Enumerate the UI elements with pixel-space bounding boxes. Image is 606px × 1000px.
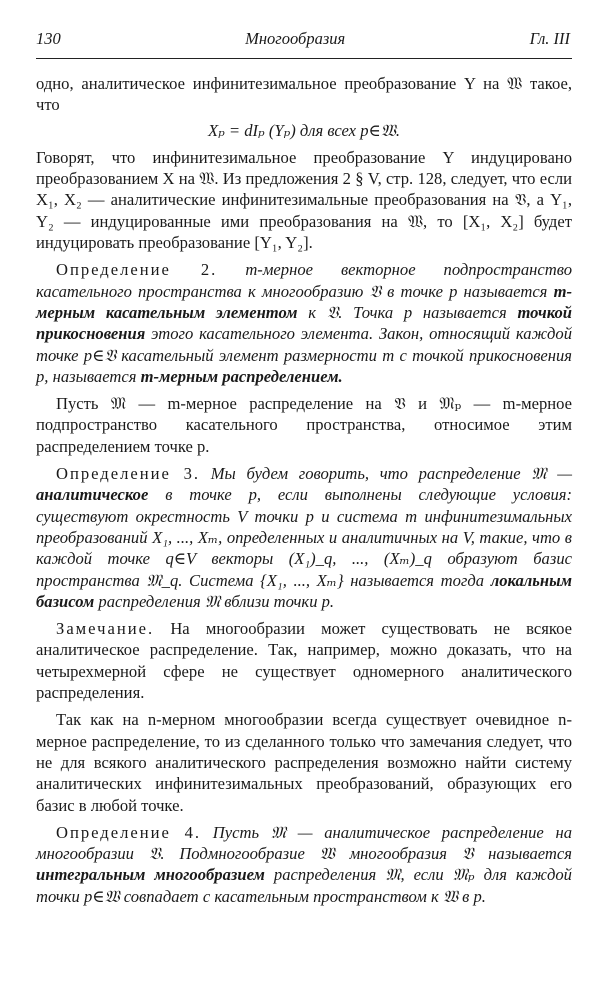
formula-induced-transformation: Xₚ = dIₚ (Yₚ) для всех p∈𝔚. [207, 120, 401, 140]
definition-3-text-3: распределения 𝔐 вблизи точки p. [98, 591, 335, 611]
chapter-label: Гл. III [529, 29, 570, 48]
page-header [36, 28, 572, 59]
page-number: 130 [36, 29, 61, 48]
paragraph-continuation: одно, аналитическое инфинитезимальное преобразование Y на 𝔚 такое, что [36, 74, 572, 115]
running-title: Многообразия [245, 29, 346, 48]
remark-text: На многообразии может существовать не всякое аналитическое распределение. Так, например, можно доказать, что на четырехмерной сфере не существует одномерного аналитического распределения. [36, 619, 572, 703]
book-page [36, 28, 572, 907]
definition-2-label: Определение 2. [56, 260, 218, 280]
term-local-basis: локальным базисом [36, 570, 572, 611]
definition-2-text-2: к 𝔙. Точка p называется [308, 302, 507, 322]
term-integral-manifold: интегральным многообразием [36, 865, 265, 885]
definition-2 [36, 259, 572, 387]
paragraph-n-dim: Так как на n-мерном многообразии всегда существует очевидное n-мерное распределение, то из сделанного только что замечания следует, что не для всякого аналитического распределения возможно найти систему аналитических инфинитезимальных преобразований, образующих его базис в любой точке. [36, 710, 572, 815]
term-analytic: аналитическое [36, 485, 149, 505]
paragraph-distribution: Пусть 𝔐 — m-мерное распределение на 𝔙 и 𝔐ₚ — m-мерное подпространство касательного пространства, относимое этим распределением точке p. [36, 394, 572, 456]
definition-3-text-1: Мы будем говорить, что распределение 𝔐 — [210, 464, 572, 484]
term-contact-point: точкой прикосновения [36, 302, 573, 344]
paragraph-induced: Говорят, что инфинитезимальное преобразование Y индуцировано преобразованием X на 𝔚. Из предложения 2 § V, стр. 128, следует, что если X₁, X₂ — аналитические инфинитезимальные преобразования на 𝔙, а Y₁, Y₂ — индуцированные ими преобразования на 𝔚, то [X₁, X₂] будет индуцировать преобразование [Y₁, Y₂]. [36, 147, 572, 253]
definition-4 [36, 822, 572, 907]
definition-2-text-3: этого касательного элемента. Закон, относящий каждой точке p∈𝔙 касательный элемент размерности m с точкой прикосновения p, называется [36, 324, 572, 386]
definition-4-text-1: Пусть 𝔐 — аналитическое распределение на многообразии 𝔙. Подмногообразие 𝔚 многообразия 𝔙 называется [36, 822, 573, 864]
term-distribution: m-мерным распределением. [140, 366, 343, 386]
definition-4-label: Определение 4. [56, 822, 202, 842]
remark [36, 618, 572, 703]
definition-3-text-2: в точке p, если выполнены следующие условия: существуют окрестность V точки p и система m инфинитезимальных преобразований X₁, ..., Xₘ, определенных и аналитичных на V, такие, что в каждой точке q∈V векторы (X₁)_q, ..., (Xₘ)_q образуют базис пространства 𝔐_q. Система {X₁, ..., Xₘ} называется тогда [36, 485, 572, 590]
definition-4-text-2: распределения 𝔐, если 𝔐ₚ для каждой точки p∈𝔚 совпадает с касательным пространством к 𝔚 в p. [36, 865, 572, 906]
remark-label: Замечание. [56, 619, 155, 639]
term-tangent-element: m-мерным касательным элементом [36, 281, 572, 322]
definition-3 [36, 463, 572, 612]
definition-2-text-1: m-мерное векторное подпространство касательного пространства к многообразию 𝔙 в точке p называется [36, 260, 573, 301]
definition-3-label: Определение 3. [56, 464, 201, 484]
